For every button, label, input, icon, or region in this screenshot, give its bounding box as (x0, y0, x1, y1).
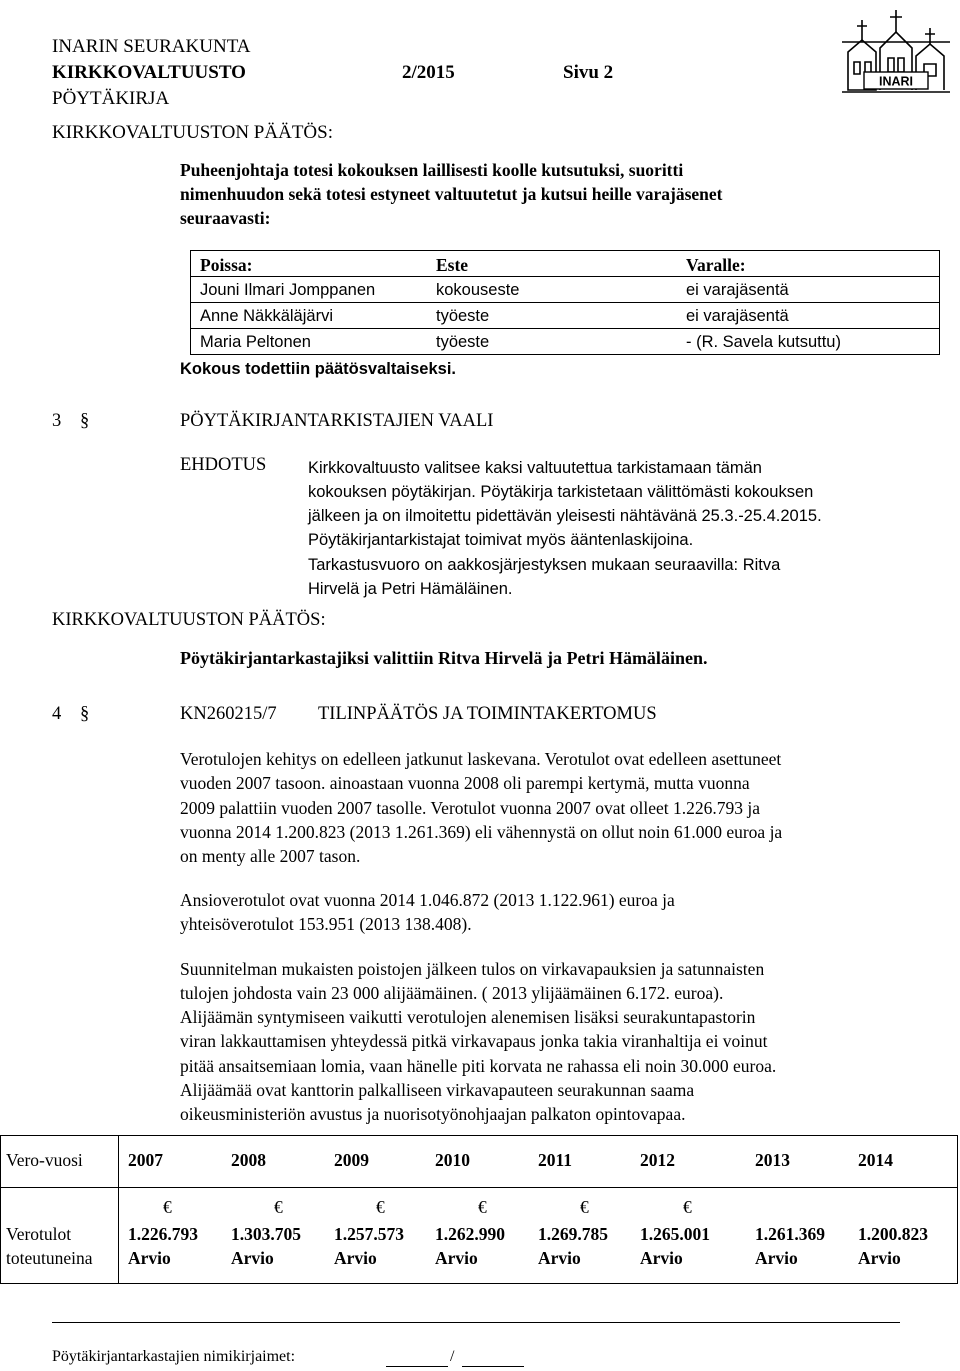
tax-row-label-revenue: Verotulot (6, 1224, 72, 1244)
tax-year: 2014 (858, 1150, 893, 1170)
proposal-line: Tarkastusvuoro on aakkosjärjestyksen mukaan seuraavilla: Ritva (308, 556, 781, 574)
tax-value: 1.257.573 (334, 1224, 404, 1244)
proposal-line: Hirvelä ja Petri Hämäläinen. (308, 580, 513, 598)
tax-value: 1.269.785 (538, 1224, 608, 1244)
tax-year: 2009 (334, 1150, 369, 1170)
proposal-line: jälkeen ja on ilmoitettu pidettävän yleisesti nähtävänä 25.3.-25.4.2015. (308, 507, 822, 525)
tax-year: 2013 (755, 1150, 790, 1170)
intro-line: Puheenjohtaja totesi kokouksen laillisesti koolle kutsutuksi, suoritti (180, 160, 684, 180)
paragraph-line: pitää ansaitsemiaan lomia, vaan hänelle piti korvata ne rahassa eli noin 30.000 euroa. (180, 1056, 777, 1076)
paragraph-line: oikeusministeriön avustus ja nuorisotyönohjaajan palkaton opintovapaa. (180, 1104, 686, 1124)
currency-symbol: € (478, 1197, 487, 1217)
section-4-code: KN260215/7 (180, 704, 277, 724)
tax-value: 1.265.001 (640, 1224, 710, 1244)
proposal-line: kokouksen pöytäkirjan. Pöytäkirja tarkistetaan välittömästi kokouksen (308, 483, 814, 501)
absence-cell: ei varajäsentä (686, 307, 789, 325)
absence-cell: työeste (436, 333, 490, 351)
paragraph-line: tulojen johdosta vain 23 000 alijäämäinen. ( 2013 ylijäämäinen 6.172. euroa). (180, 983, 724, 1003)
paragraph-line: viran lakkauttamisen yhteydessä pitkä virkavapaus jonka takia viranhaltija ei voinut (180, 1031, 768, 1051)
absence-header-absent: Poissa: (200, 255, 253, 275)
council-name: KIRKKOVALTUUSTO (52, 62, 246, 83)
tax-estimate-note: Arvio (231, 1248, 274, 1268)
tax-estimate-note: Arvio (538, 1248, 581, 1268)
absence-header-substitute: Varalle: (686, 255, 746, 275)
absence-cell: kokouseste (436, 281, 520, 299)
section-4-number: 4 (52, 704, 62, 724)
decision-label: KIRKKOVALTUUSTON PÄÄTÖS: (52, 610, 326, 630)
tax-estimate-note: Arvio (858, 1248, 901, 1268)
paragraph-line: 2009 palattiin vuoden 2007 tasolle. Verotulot vuonna 2007 ovat olleet 1.226.793 ja (180, 798, 761, 818)
tax-row-label-revenue: toteutuneina (6, 1248, 93, 1268)
quorum-statement: Kokous todettiin päätösvaltaiseksi. (180, 360, 456, 378)
tax-estimate-note: Arvio (334, 1248, 377, 1268)
tax-value: 1.261.369 (755, 1224, 825, 1244)
logo-text: INARI (878, 74, 914, 89)
currency-symbol: € (376, 1197, 385, 1217)
tax-value: 1.303.705 (231, 1224, 301, 1244)
proposal-label: EHDOTUS (180, 455, 267, 475)
initials-separator: / (450, 1348, 455, 1365)
section-3-decision: Pöytäkirjantarkastajiksi valittiin Ritva Hirvelä ja Petri Hämäläinen. (180, 648, 708, 668)
paragraph-line: vuoden 2007 tasoon. ainoastaan vuonna 2008 oli parempi kertymä, mutta vuonna (180, 773, 750, 793)
paragraph-line: Ansioverotulot ovat vuonna 2014 1.046.872 (2013 1.122.961) euroa ja (180, 890, 675, 910)
currency-symbol: € (683, 1197, 692, 1217)
decision-label: KIRKKOVALTUUSTON PÄÄTÖS: (52, 122, 333, 143)
tax-estimate-note: Arvio (755, 1248, 798, 1268)
footer-divider (52, 1322, 900, 1323)
absence-table (190, 250, 940, 354)
paragraph-line: Alijäämän syntymiseen vaikutti verotulojen alenemisen lisäksi seurakuntapastorin (180, 1007, 756, 1027)
intro-line: nimenhuudon sekä totesi estyneet valtuutetut ja kutsui heille varajäsenet (180, 184, 723, 204)
absence-cell: Maria Peltonen (200, 333, 311, 351)
initials-blank-2 (462, 1366, 524, 1367)
document-type: PÖYTÄKIRJA (52, 88, 170, 109)
tax-year: 2012 (640, 1150, 675, 1170)
currency-symbol: € (163, 1197, 172, 1217)
proposal-line: Kirkkovaltuusto valitsee kaksi valtuutettua tarkistamaan tämän (308, 459, 762, 477)
tax-value: 1.262.990 (435, 1224, 505, 1244)
absence-cell: Jouni Ilmari Jomppanen (200, 281, 376, 299)
tax-year: 2007 (128, 1150, 163, 1170)
currency-symbol: € (580, 1197, 589, 1217)
intro-line: seuraavasti: (180, 208, 271, 228)
tax-value: 1.226.793 (128, 1224, 198, 1244)
currency-symbol: € (274, 1197, 283, 1217)
tax-year: 2010 (435, 1150, 470, 1170)
section-3-title: PÖYTÄKIRJANTARKISTAJIEN VAALI (180, 411, 494, 431)
absence-cell: - (R. Savela kutsuttu) (686, 333, 841, 351)
section-symbol: § (80, 704, 90, 724)
paragraph-line: on menty alle 2007 tason. (180, 846, 361, 866)
initials-label: Pöytäkirjantarkastajien nimikirjaimet: (52, 1348, 296, 1365)
paragraph-line: Suunnitelman mukaisten poistojen jälkeen tulos on virkavapauksien ja satunnaisten (180, 959, 765, 979)
tax-estimate-note: Arvio (640, 1248, 683, 1268)
absence-cell: ei varajäsentä (686, 281, 789, 299)
paragraph-line: Alijäämää ovat kanttorin palkalliseen virkavapauteen seurakunnan saama (180, 1080, 695, 1100)
tax-estimate-note: Arvio (128, 1248, 171, 1268)
section-3-number: 3 (52, 411, 62, 431)
tax-row-label-year: Vero-vuosi (6, 1150, 83, 1170)
meeting-number: 2/2015 (402, 62, 455, 83)
org-name: INARIN SEURAKUNTA (52, 36, 251, 57)
tax-year: 2008 (231, 1150, 266, 1170)
tax-value: 1.200.823 (858, 1224, 928, 1244)
initials-blank-1 (386, 1366, 448, 1367)
absence-header-reason: Este (436, 255, 469, 275)
tax-revenue-table (0, 1135, 960, 1285)
parish-logo (838, 2, 954, 96)
paragraph-line: yhteisöverotulot 153.951 (2013 138.408). (180, 914, 472, 934)
section-symbol: § (80, 411, 90, 431)
tax-estimate-note: Arvio (435, 1248, 478, 1268)
paragraph-line: Verotulojen kehitys on edelleen jatkunut laskevana. Verotulot ovat edelleen asettuneet (180, 749, 782, 769)
absence-cell: Anne Näkkäläjärvi (200, 307, 333, 325)
page-number: Sivu 2 (563, 62, 614, 83)
absence-cell: työeste (436, 307, 490, 325)
proposal-line: Pöytäkirjantarkistajat toimivat myös ääntenlaskijoina. (308, 531, 694, 549)
paragraph-line: vuonna 2014 1.200.823 (2013 1.261.369) eli vähennystä on ollut noin 61.000 euroa ja (180, 822, 783, 842)
section-4-title: TILINPÄÄTÖS JA TOIMINTAKERTOMUS (318, 704, 657, 724)
tax-year: 2011 (538, 1150, 573, 1170)
